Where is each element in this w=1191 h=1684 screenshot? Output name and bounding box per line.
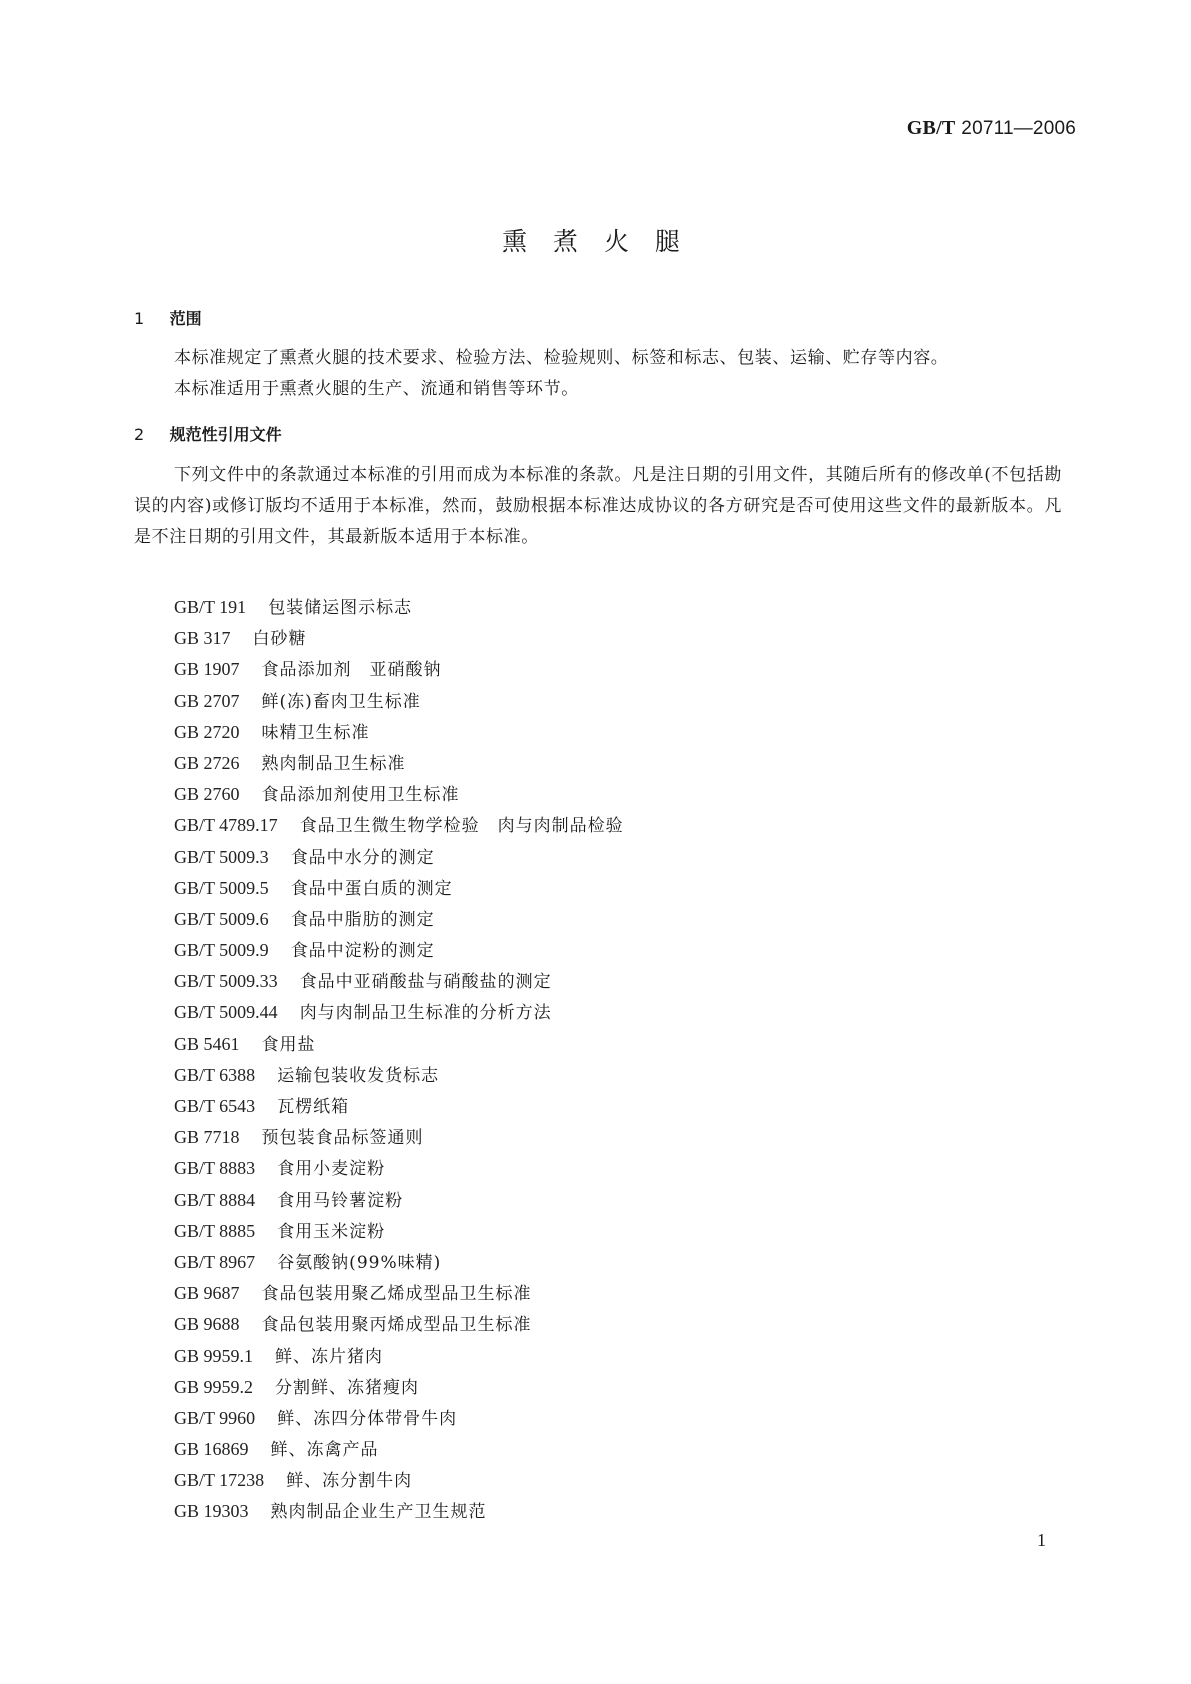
reference-code: GB 19303 xyxy=(174,1501,249,1522)
reference-item xyxy=(174,1434,624,1465)
document-title: 熏 煮 火 腿 xyxy=(502,227,689,256)
reference-title: 食用玉米淀粉 xyxy=(277,1221,386,1242)
reference-title: 食品包装用聚丙烯成型品卫生标准 xyxy=(261,1315,532,1336)
reference-code: GB 7718 xyxy=(174,1127,240,1148)
reference-code: GB 2726 xyxy=(174,752,240,773)
section-title: 规范性引用文件 xyxy=(169,425,282,444)
reference-title: 鲜、冻禽产品 xyxy=(270,1440,379,1461)
reference-title: 鲜、冻片猪肉 xyxy=(275,1346,384,1367)
reference-title: 食品中水分的测定 xyxy=(290,847,435,868)
reference-item xyxy=(174,1341,624,1372)
reference-item xyxy=(174,1153,624,1184)
reference-item xyxy=(174,592,624,623)
section-title: 范围 xyxy=(169,309,202,328)
reference-code: GB/T 4789.17 xyxy=(174,815,278,836)
reference-code: GB/T 5009.6 xyxy=(174,908,269,929)
reference-code: GB 9959.1 xyxy=(174,1345,254,1366)
reference-code: GB 9959.2 xyxy=(174,1376,254,1397)
reference-title: 肉与肉制品卫生标准的分析方法 xyxy=(299,1003,552,1024)
reference-title: 预包装食品标签通则 xyxy=(261,1128,424,1149)
reference-item xyxy=(174,935,624,966)
reference-title: 食品包装用聚乙烯成型品卫生标准 xyxy=(261,1284,532,1305)
reference-item xyxy=(174,623,624,654)
reference-title: 谷氨酸钠(99%味精) xyxy=(277,1252,442,1273)
reference-code: GB/T 8883 xyxy=(174,1158,256,1179)
reference-code: GB 16869 xyxy=(174,1439,249,1460)
reference-title: 瓦楞纸箱 xyxy=(277,1097,350,1117)
standard-code xyxy=(907,117,1076,140)
reference-item xyxy=(174,1216,624,1247)
reference-code: GB 9688 xyxy=(174,1314,240,1335)
reference-item xyxy=(174,748,624,779)
normative-references-intro: 下列文件中的条款通过本标准的引用而成为本标准的条款。凡是注日期的引用文件，其随后所有的修改单(不包括勘误的内容)或修订版均不适用于本标准，然而，鼓励根据本标准达成协议的各方研究是否可使用这些文件的最新版本。凡是不注日期的引用文件，其最新版本适用于本标准。 xyxy=(134,465,1062,547)
page-number: 1 xyxy=(1037,1530,1046,1550)
reference-code: GB/T 5009.33 xyxy=(174,971,278,992)
reference-code: GB 2720 xyxy=(174,721,240,742)
reference-title: 白砂糖 xyxy=(252,629,307,650)
section-2-heading xyxy=(134,422,282,445)
section-1-heading xyxy=(134,306,202,329)
reference-code: GB/T 5009.9 xyxy=(174,940,269,961)
reference-item xyxy=(174,1278,624,1309)
reference-item xyxy=(174,1247,624,1278)
reference-title: 食品中亚硝酸盐与硝酸盐的测定 xyxy=(299,972,552,993)
reference-code: GB/T 5009.44 xyxy=(174,1002,278,1023)
reference-code: GB 9687 xyxy=(174,1283,240,1304)
reference-code: GB/T 8967 xyxy=(174,1251,256,1272)
reference-item xyxy=(174,1185,624,1216)
reference-title: 食用马铃薯淀粉 xyxy=(277,1190,404,1211)
reference-title: 食品中脂肪的测定 xyxy=(290,909,435,930)
reference-code: GB/T 5009.3 xyxy=(174,846,269,867)
reference-item xyxy=(174,997,624,1028)
reference-code: GB/T 8885 xyxy=(174,1220,256,1241)
reference-code: GB 5461 xyxy=(174,1033,240,1054)
reference-title: 食品卫生微生物学检验 肉与肉制品检验 xyxy=(299,816,624,837)
reference-title: 食品中淀粉的测定 xyxy=(290,941,435,962)
reference-code: GB/T 191 xyxy=(174,597,247,617)
scope-paragraph-1: 本标准规定了熏煮火腿的技术要求、检验方法、检验规则、标签和标志、包装、运输、贮存等内容。 xyxy=(174,348,949,368)
reference-item xyxy=(174,1403,624,1434)
reference-title: 运输包装收发货标志 xyxy=(277,1065,440,1086)
reference-title: 分割鲜、冻猪瘦肉 xyxy=(275,1377,420,1398)
reference-title: 鲜、冻四分体带骨牛肉 xyxy=(277,1408,458,1429)
reference-code: GB/T 8884 xyxy=(174,1189,256,1210)
reference-code: GB/T 17238 xyxy=(174,1470,265,1491)
reference-item xyxy=(174,873,624,904)
reference-item xyxy=(174,1029,624,1060)
reference-code: GB 2707 xyxy=(174,690,240,711)
reference-title: 食品添加剂 亚硝酸钠 xyxy=(261,660,442,681)
reference-title: 包装储运图示标志 xyxy=(268,598,413,618)
reference-code: GB/T 6543 xyxy=(174,1096,256,1116)
reference-title: 熟肉制品企业生产卫生规范 xyxy=(270,1502,487,1523)
reference-item xyxy=(174,842,624,873)
reference-code: GB/T 5009.5 xyxy=(174,877,269,898)
reference-item xyxy=(174,1091,624,1122)
reference-item xyxy=(174,779,624,810)
reference-title: 食品中蛋白质的测定 xyxy=(290,878,453,899)
reference-item xyxy=(174,654,624,685)
reference-title: 熟肉制品卫生标准 xyxy=(261,753,406,774)
reference-code: GB 2760 xyxy=(174,784,240,805)
standard-number: 20711—2006 xyxy=(961,118,1076,139)
reference-title: 食用盐 xyxy=(261,1034,316,1055)
reference-item xyxy=(174,1496,624,1527)
scope-paragraph-2: 本标准适用于熏煮火腿的生产、流通和销售等环节。 xyxy=(174,379,579,399)
reference-title: 食品添加剂使用卫生标准 xyxy=(261,785,460,806)
reference-title: 鲜(冻)畜肉卫生标准 xyxy=(261,691,421,712)
section-number: 1 xyxy=(134,309,145,328)
reference-item xyxy=(174,1122,624,1153)
reference-title: 食用小麦淀粉 xyxy=(277,1159,386,1180)
reference-code: GB 1907 xyxy=(174,659,240,680)
reference-item xyxy=(174,1465,624,1496)
reference-title: 味精卫生标准 xyxy=(261,722,370,743)
section-number: 2 xyxy=(134,425,145,444)
reference-title: 鲜、冻分割牛肉 xyxy=(286,1471,413,1492)
reference-item xyxy=(174,904,624,935)
reference-item xyxy=(174,686,624,717)
reference-code: GB/T 6388 xyxy=(174,1064,256,1085)
standard-prefix: GB/T xyxy=(906,117,956,139)
reference-item xyxy=(174,1060,624,1091)
reference-item xyxy=(174,1372,624,1403)
reference-item xyxy=(174,966,624,997)
reference-code: GB/T 9960 xyxy=(174,1407,256,1428)
reference-item xyxy=(174,810,624,841)
reference-code: GB 317 xyxy=(174,628,231,649)
reference-item xyxy=(174,717,624,748)
reference-list xyxy=(174,592,624,1528)
reference-item xyxy=(174,1309,624,1340)
